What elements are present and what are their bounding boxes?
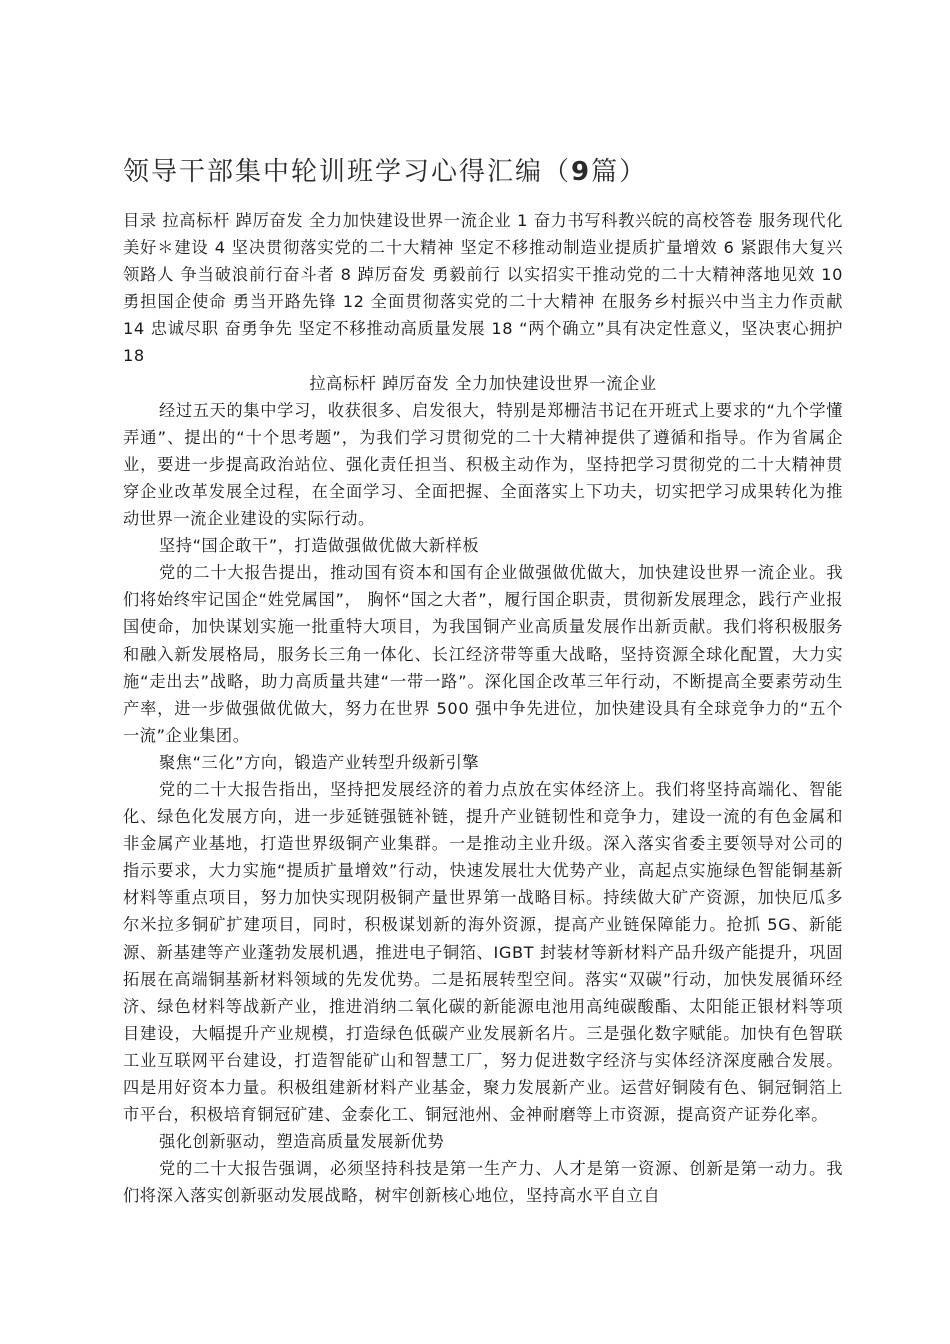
document-title <box>123 150 843 194</box>
document-title-text: 领导干部集中轮训班学习心得汇编（ <box>123 157 572 187</box>
table-of-contents: 目录 拉高标杆 踔厉奋发 全力加快建设世界一流企业 1 奋力书写科教兴皖的高校答卷 服务现代化美好＊建设 4 坚决贯彻落实党的二十大精神 坚定不移推动制造业提质扩量增效 6 紧跟伟大复兴领路人 争当破浪前行奋斗者 8 踔厉奋发 勇毅前行 以实招实干推动党的二十大精神落地见效 10 勇担国企使命 勇当开路先锋 12 全面贯彻落实党的二十大精神 在服务乡村振兴中当主力作贡献 14 忠诚尽职 奋勇争先 坚定不移推动高质量发展 18 “两个确立”具有决定性意义，坚决衷心拥护 18 <box>123 211 843 366</box>
section-body-1: 党的二十大报告提出，推动国有资本和国有企业做强做优做大，加快建设世界一流企业。我们将始终牢记国企“姓党属国”， 胸怀“国之大者”，履行国企职责，贯彻新发展理念，践行产业报国使命，加快谋划实施一批重特大项目，为我国铜产业高质量发展作出新贡献。我们将积极服务和融入新发展格局，服务长三角一体化、长江经济带等重大战略，坚持资源全球化配置，大力实施“走出去”战略，助力高质量共建“一带一路”。深化国企改革三年行动，不断提高全要素劳动生产率，进一步做强做优做大，努力在世界 500 强中争先进位，加快建设具有全球竞争力的“五个一流”企业集团。 <box>123 563 843 745</box>
section-body-2: 党的二十大报告指出，坚持把发展经济的着力点放在实体经济上。我们将坚持高端化、智能化、绿色化发展方向，进一步延链强链补链，提升产业链韧性和竞争力，建设一流的有色金属和非金属产业基地，打造世界级铜产业集群。一是推动主业升级。深入落实省委主要领导对公司的指示要求，大力实施“提质扩量增效”行动，快速发展壮大优势产业，高起点实施绿色智能铜基新材料等重点项目，努力加快实现阴极铜产量世界第一战略目标。持续做大矿产资源，加快厄瓜多尔米拉多铜矿扩建项目，同时，积极谋划新的海外资源，提高产业链保障能力。抢抓 5G、新能源、新基建等产业蓬勃发展机遇，推进电子铜箔、IGBT 封装材等新材料产品升级产能提升，巩固拓展在高端铜基新材料领域的先发优势。二是拓展转型空间。落实“双碳”行动，加快发展循环经济、绿色材料等战新产业，推进消纳二氧化碳的新能源电池用高纯碳酸酯、太阳能正银材料等项目建设，大幅提升产业规模，打造绿色低碳产业发展新名片。三是强化数字赋能。加快有色智联工业互联网平台建设，打造智能矿山和智慧工厂，努力促进数字经济与实体经济深度融合发展。四是用好资本力量。积极组建新材料产业基金，聚力发展新产业。运营好铜陵有色、铜冠铜箔上市平台，积极培育铜冠矿建、金泰化工、铜冠池州、金神耐磨等上市资源，提高资产证券化率。 <box>123 779 843 1125</box>
section-heading-1: 坚持“国企敢干”，打造做强做优做大新样板 <box>159 536 480 556</box>
document-title-number: 9 <box>571 157 592 187</box>
section-body-3: 党的二十大报告强调，必须坚持科技是第一生产力、人才是第一资源、创新是第一动力。我们将深入落实创新驱动发展战略，树牢创新核心地位，坚持高水平自立自 <box>123 1159 843 1206</box>
document-body <box>123 207 843 1209</box>
article-title: 拉高标杆 踔厉奋发 全力加快建设世界一流企业 <box>309 373 657 393</box>
section-heading-2: 聚焦“三化”方向，锻造产业转型升级新引擎 <box>159 752 480 772</box>
section-heading-3: 强化创新驱动，塑造高质量发展新优势 <box>159 1132 445 1152</box>
intro-paragraph: 经过五天的集中学习，收获很多、启发很大，特别是郑栅洁书记在开班式上要求的“九个学懂弄通”、提出的“十个思考题”，为我们学习贯彻党的二十大精神提供了遵循和指导。作为省属企业，要进一步提高政治站位、强化责任担当、积极主动作为，坚持把学习贯彻党的二十大精神贯穿企业改革发展全过程，在全面学习、全面把握、全面落实上下功夫，切实把学习成果转化为推动世界一流企业建设的实际行动。 <box>123 400 843 529</box>
document-title-end: 篇） <box>591 157 648 187</box>
